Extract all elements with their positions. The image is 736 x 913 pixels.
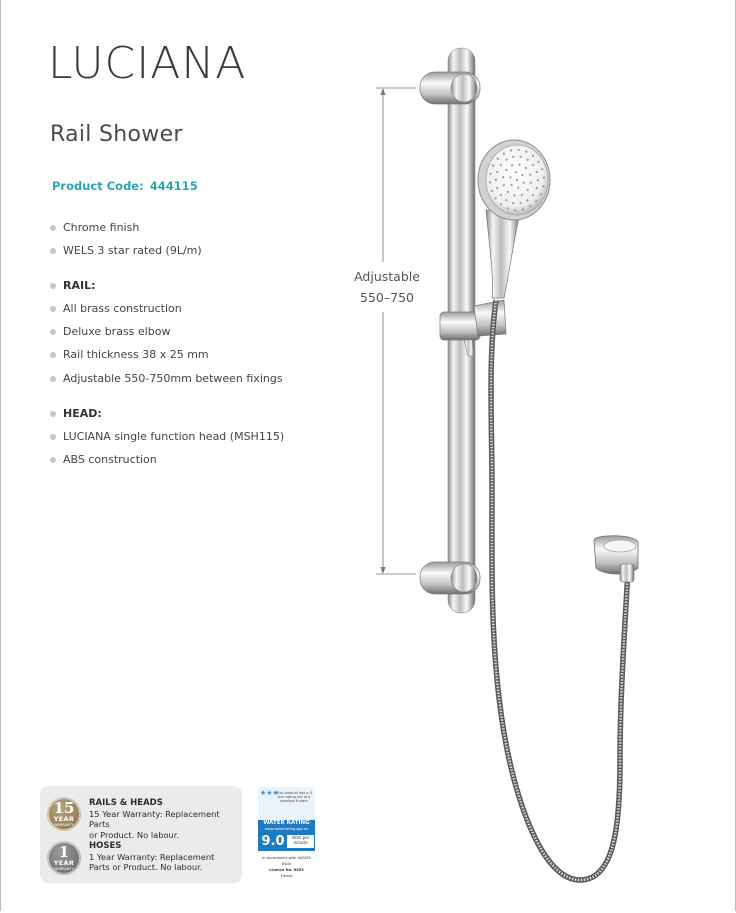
water-rating-fine-print — [259, 855, 314, 879]
nozzle-dot — [520, 156, 522, 158]
nozzle-dot — [543, 177, 545, 179]
star-rating-icon: ★★★ — [260, 789, 279, 797]
nozzle-dot — [492, 165, 494, 167]
shower-head — [478, 140, 550, 298]
nozzle-dot — [507, 191, 509, 193]
nozzle-dot — [497, 158, 499, 160]
nozzle-dot — [522, 208, 524, 210]
water-rating-title: WATER RATING — [263, 820, 310, 826]
warranty-hoses-line1: 1 Year Warranty: Replacement — [89, 851, 215, 862]
water-rating-band — [258, 820, 315, 833]
feature-text: HEAD: — [63, 407, 102, 420]
warranty-rails-line2: or Product. No labour. — [89, 829, 180, 840]
water-rating-small-text: This product has a 3 star rating out of a possible 6 stars — [276, 791, 312, 803]
nozzle-dot — [509, 176, 511, 178]
badge-15-number: 15 — [53, 799, 75, 817]
dimension-label-text: Adjustable — [354, 269, 420, 284]
product-subtitle: Rail Shower — [50, 122, 183, 147]
nozzle-dot — [500, 164, 502, 166]
water-rating-top — [258, 787, 315, 820]
dimension-label — [350, 266, 424, 308]
shower-hose — [491, 300, 628, 880]
badge-1-small: WARRANTY — [54, 867, 74, 871]
feature-text: Rail thickness 38 x 25 mm — [63, 348, 209, 361]
nozzle-dot — [525, 151, 527, 153]
water-rating-standard: In accordance with AS/NZS 6400 — [262, 856, 311, 866]
feature-text: All brass construction — [63, 302, 182, 315]
nozzle-dot — [518, 149, 520, 151]
product-code-label: Product Code: — [52, 179, 144, 193]
badge-1-word: YEAR — [53, 859, 75, 867]
nozzle-dot — [503, 153, 505, 155]
nozzle-dot — [507, 207, 509, 209]
feature-text: LUCIANA single function head (MSH115) — [63, 430, 285, 443]
nozzle-dot — [511, 184, 513, 186]
nozzle-dot — [541, 168, 543, 170]
nozzle-dot — [517, 187, 519, 189]
nozzle-dot — [516, 179, 518, 181]
warranty-15-year-badge — [47, 797, 81, 831]
nozzle-dot — [532, 164, 534, 166]
warranty-rails-line1: 15 Year Warranty: Replacement Parts — [89, 808, 220, 829]
nozzle-dot — [512, 202, 514, 204]
feature-text: WELS 3 star rated (9L/m) — [63, 244, 202, 257]
nozzle-dot — [529, 205, 531, 207]
nozzle-dot — [494, 197, 496, 199]
nozzle-dot — [518, 164, 520, 166]
nozzle-dot — [527, 189, 529, 191]
nozzle-dot — [490, 173, 492, 175]
nozzle-dot — [505, 199, 507, 201]
warranty-panel — [40, 786, 242, 883]
nozzle-dot — [537, 179, 539, 181]
nozzle-dot — [535, 200, 537, 202]
feature-text: Adjustable 550-750mm between fixings — [63, 372, 283, 385]
nozzle-dot — [542, 185, 544, 187]
nozzle-dot — [512, 156, 514, 158]
product-code-value: 444115 — [149, 179, 198, 193]
water-rating-licence: Licence No. 6053 — [269, 868, 304, 872]
water-rating-url: www.waterrating.gov.au — [264, 827, 309, 831]
nozzle-dot — [513, 194, 515, 196]
nozzle-dot — [521, 194, 523, 196]
nozzle-dot — [540, 193, 542, 195]
warranty-rails-text — [89, 798, 242, 840]
badge-15-word: YEAR — [53, 815, 75, 823]
nozzle-dot — [527, 159, 529, 161]
nozzle-dot — [500, 194, 502, 196]
nozzle-dot — [526, 199, 528, 201]
badge-1-number: 1 — [58, 843, 70, 861]
water-rating-value-band — [258, 833, 315, 851]
nozzle-dot — [514, 209, 516, 211]
nozzle-dot — [505, 169, 507, 171]
nozzle-dot — [511, 164, 513, 166]
nozzle-dot — [521, 174, 523, 176]
nozzle-dot — [495, 179, 497, 181]
nozzle-dot — [525, 167, 527, 169]
nozzle-dot — [536, 171, 538, 173]
dimension-range: 550–750 — [360, 290, 414, 305]
nozzle-dot — [530, 182, 532, 184]
warranty-hoses-heading: HOSES — [89, 841, 122, 851]
nozzle-dot — [523, 182, 525, 184]
nozzle-dot — [496, 171, 498, 173]
warranty-hoses-text — [89, 841, 214, 873]
badge-15-small: WARRANTY — [54, 823, 74, 827]
nozzle-dot — [520, 202, 522, 204]
nozzle-dot — [506, 159, 508, 161]
nozzle-dot — [537, 161, 539, 163]
nozzle-dot — [529, 174, 531, 176]
nozzle-dot — [496, 187, 498, 189]
feature-text: Deluxe brass elbow — [63, 325, 171, 338]
nozzle-dot — [536, 187, 538, 189]
feature-text: Chrome finish — [63, 221, 140, 234]
nozzle-dot — [502, 176, 504, 178]
water-rating-value: 9.0 — [261, 834, 285, 849]
water-rating-brand: Fienza — [280, 874, 293, 878]
nozzle-dot — [515, 171, 517, 173]
nozzle-dot — [532, 194, 534, 196]
wall-elbow — [594, 536, 638, 582]
nozzle-dot — [510, 149, 512, 151]
nozzle-dot — [500, 203, 502, 205]
warranty-rails-heading: RAILS & HEADS — [89, 798, 163, 808]
product-title: LUCIANA — [48, 38, 247, 89]
water-rating-unit: litres per minute — [287, 835, 314, 848]
nozzle-dot — [503, 184, 505, 186]
feature-text: ABS construction — [63, 453, 157, 466]
water-rating-label — [258, 787, 315, 883]
nozzle-dot — [491, 190, 493, 192]
nozzle-dot — [532, 155, 534, 157]
nozzle-dot — [489, 181, 491, 183]
warranty-1-year-badge — [47, 841, 81, 875]
feature-text: RAIL: — [63, 279, 96, 292]
warranty-hoses-line2: Parts or Product. No labour. — [89, 862, 203, 872]
dimension-line — [376, 88, 416, 574]
